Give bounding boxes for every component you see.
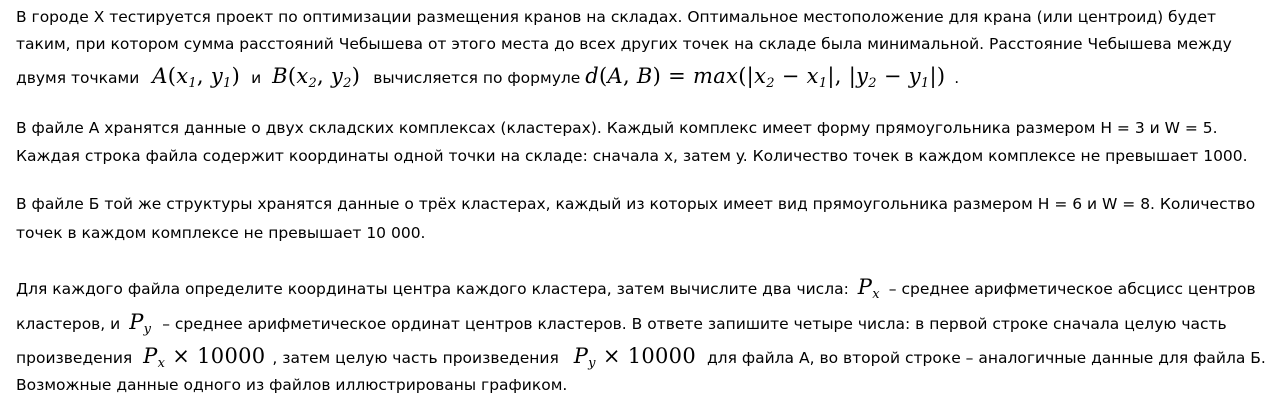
p4-line3-end: для файла А, во второй строке – аналогичные данные для файла Б.	[706, 349, 1266, 367]
p4-line3-mid: , затем целую часть произведения	[272, 349, 559, 367]
p4-line3-start: произведения	[16, 349, 133, 367]
p1-line1: В городе X тестируется проект по оптимизации размещения кранов на складах. Оптимальное местоположение для крана (или центроид) будет	[16, 8, 1217, 26]
math-py-times: $P_y \times 10000$	[573, 344, 697, 371]
p4-line1-end: – среднее арифметическое абсцисс центров	[888, 280, 1256, 298]
math-point-b: $B(x_2$, $y_2$)	[272, 64, 361, 91]
p4-line4: Возможные данные одного из файлов иллюстрированы графиком.	[16, 376, 568, 394]
math-px: $P_x$	[857, 275, 880, 302]
math-py: $P_y$	[129, 310, 152, 337]
math-chebyshev-formula: d(A, $B) = \max(|x_2 - x_1|$, $|y_2 - y_1|$)	[585, 64, 946, 91]
math-point-a: $A(x_1$, $y_1$)	[152, 64, 241, 91]
p3-line1: В файле Б той же структуры хранятся данные о трёх кластерах, каждый из которых имеет вид прямоугольника размером H = 6 и W = 8. Количество	[16, 195, 1256, 213]
p4-line1-text: Для каждого файла определите координаты центра каждого кластера, затем вычислите два числа:	[16, 280, 849, 298]
p1-line3	[16, 65, 959, 89]
p2-line1: В файле А хранятся данные о двух складских комплексах (кластерах). Каждый комплекс имеет форму прямоугольника размером H = 3 и W = 5.	[16, 119, 1218, 137]
p4-line3	[16, 345, 1266, 369]
p1-line2: таким, при котором сумма расстояний Чебышева от этого места до всех других точек на складе была минимальной. Расстояние Чебышева между	[16, 35, 1232, 53]
p1-line3-text-b: вычисляется по формуле	[373, 69, 581, 87]
p3-line2: точек в каждом комплексе не превышает 10 000.	[16, 224, 426, 242]
p1-line3-and: и	[251, 69, 262, 87]
p4-line1	[16, 276, 1256, 300]
p4-line2-start: кластеров, и	[16, 315, 121, 333]
math-px-times: $P_x \times 10000$	[143, 344, 266, 371]
p2-line2: Каждая строка файла содержит координаты одной точки на складе: сначала x, затем y. Количество точек в каждом комплексе не превышает 1000.	[16, 147, 1248, 165]
p4-line2	[16, 311, 1227, 335]
p1-line3-text-a: двумя точками	[16, 69, 140, 87]
p1-line3-period: .	[954, 69, 960, 87]
p4-line2-end: – среднее арифметическое ординат центров кластеров. В ответе запишите четыре числа: в первой строке сначала целую часть	[162, 315, 1227, 333]
